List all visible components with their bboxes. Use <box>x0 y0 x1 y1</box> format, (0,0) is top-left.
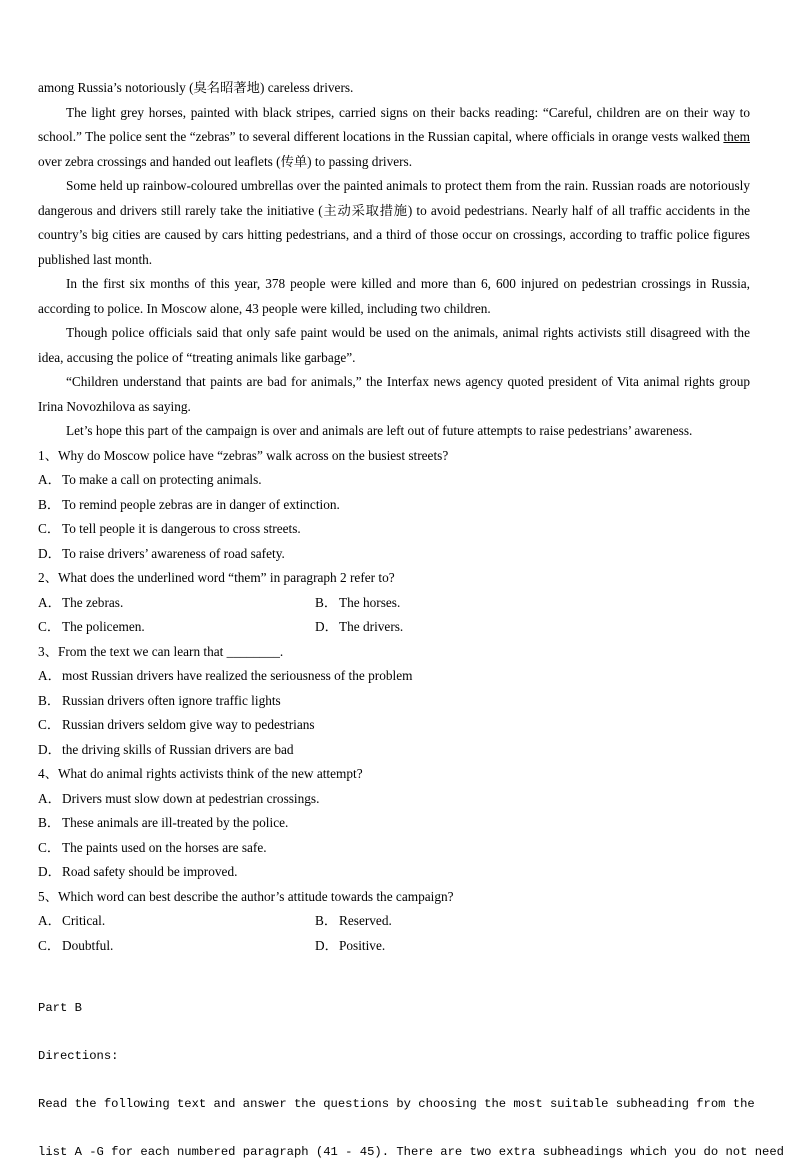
option-d[interactable] <box>38 860 750 885</box>
option-text: Doubtful. <box>62 937 114 953</box>
part-b-title: Part B <box>38 1001 82 1015</box>
option-d[interactable] <box>315 934 592 959</box>
option-b[interactable] <box>38 493 750 518</box>
option-letter: C． <box>38 717 61 732</box>
passage-paragraph-5: “Children understand that paints are bad for animals,” the Interfax news agency quoted president of Vita animal rights group Irina Novozhilova as saying. <box>38 374 750 414</box>
option-d[interactable] <box>38 542 750 567</box>
option-row <box>38 591 750 616</box>
question-stem: 2、What does the underlined word “them” in paragraph 2 refer to? <box>38 570 395 585</box>
option-letter: C． <box>38 619 61 634</box>
option-row <box>38 934 750 959</box>
passage-paragraph-3: In the first six months of this year, 378 people were killed and more than 6, 600 injured on pedestrian crossings in Russia, according to police. In Moscow alone, 43 people were killed, including two children. <box>38 276 750 316</box>
option-text: These animals are ill-treated by the police. <box>62 815 289 830</box>
option-row <box>38 909 750 934</box>
option-d[interactable] <box>38 738 750 763</box>
option-c[interactable] <box>38 615 315 640</box>
underlined-word-them: them <box>723 129 750 144</box>
question-stem: 3、From the text we can learn that ________. <box>38 643 284 659</box>
question-2 <box>38 566 750 640</box>
option-b[interactable] <box>38 689 750 714</box>
option-letter: A． <box>38 668 61 683</box>
question-5 <box>38 885 750 959</box>
option-a[interactable] <box>38 909 315 934</box>
option-text: Russian drivers seldom give way to pedestrians <box>62 717 315 732</box>
option-text: To remind people zebras are in danger of extinction. <box>62 496 340 512</box>
option-text: Russian drivers often ignore traffic lights <box>62 692 281 708</box>
option-a[interactable] <box>38 591 315 616</box>
question-stem: 5、Which word can best describe the author’s attitude towards the campaign? <box>38 888 454 904</box>
option-letter: B． <box>315 913 338 928</box>
option-text: the driving skills of Russian drivers are bad <box>62 741 294 757</box>
passage-paragraph-1-text-a: The light grey horses, painted with black stripes, carried signs on their backs reading: “Careful, children are on their way to school.” The police sent the “zebras” to several different locations in the Russian capital, where officials in orange vests walked <box>38 104 750 144</box>
directions-text-line-2: list A -G for each numbered paragraph (41 - 45). There are two extra subheadings which you do not need <box>38 1145 784 1159</box>
option-letter: C． <box>38 521 61 536</box>
option-c[interactable] <box>38 836 750 861</box>
option-a[interactable] <box>38 664 750 689</box>
passage-paragraph-2: Some held up rainbow-coloured umbrellas over the painted animals to protect them from the rain. Russian roads are notoriously dangerous and drivers still rarely take the initiative (主动采取措施) to avoid pedestrians. Nearly half of all traffic accidents in the country’s big cities are caused by cars hitting pedestrians, and a third of those occur on crossings, according to traffic police figures published last month. <box>38 178 750 267</box>
passage-paragraph-0: among Russia’s notoriously (臭名昭著地) careless drivers. <box>38 80 354 95</box>
option-letter: A． <box>38 913 61 928</box>
option-letter: D． <box>315 619 338 634</box>
option-text: The drivers. <box>339 619 404 634</box>
option-b[interactable] <box>38 811 750 836</box>
option-letter: C． <box>38 839 61 855</box>
reading-passage-page <box>38 76 750 958</box>
directions-text-line-1: Read the following text and answer the questions by choosing the most suitable subheading from the <box>38 1097 755 1111</box>
option-letter: D． <box>38 545 61 561</box>
option-letter: D． <box>38 864 61 879</box>
option-c[interactable] <box>38 713 750 738</box>
option-b[interactable] <box>315 909 592 934</box>
option-letter: D． <box>315 937 338 953</box>
option-text: The policemen. <box>62 619 145 634</box>
option-b[interactable] <box>315 591 592 616</box>
question-stem: 4、What do animal rights activists think of the new attempt? <box>38 766 363 781</box>
question-4 <box>38 762 750 885</box>
option-letter: B． <box>38 815 61 830</box>
option-letter: D． <box>38 741 61 757</box>
option-letter: A． <box>38 790 61 806</box>
option-text: The paints used on the horses are safe. <box>62 839 267 855</box>
option-letter: B． <box>38 692 61 708</box>
option-text: To tell people it is dangerous to cross streets. <box>62 521 301 536</box>
option-letter: B． <box>38 496 61 512</box>
option-text: The zebras. <box>62 594 124 610</box>
option-text: most Russian drivers have realized the seriousness of the problem <box>62 668 413 683</box>
directions-label: Directions: <box>38 1049 119 1063</box>
option-a[interactable] <box>38 468 750 493</box>
passage-paragraph-1 <box>38 101 750 175</box>
passage-paragraph-6: Let’s hope this part of the campaign is over and animals are left out of future attempts to raise pedestrians’ awareness. <box>66 423 693 438</box>
option-letter: A． <box>38 472 61 487</box>
option-text: Reserved. <box>339 913 392 928</box>
question-stem: 1、Why do Moscow police have “zebras” walk across on the busiest streets? <box>38 447 449 463</box>
question-3 <box>38 640 750 763</box>
option-text: Drivers must slow down at pedestrian crossings. <box>62 790 320 806</box>
question-1 <box>38 444 750 567</box>
option-d[interactable] <box>315 615 592 640</box>
option-text: Positive. <box>339 937 386 953</box>
option-row <box>38 615 750 640</box>
option-letter: A． <box>38 594 61 610</box>
option-text: Critical. <box>62 913 106 928</box>
passage-paragraph-1-text-b: over zebra crossings and handed out leaflets (传单) to passing drivers. <box>38 153 413 169</box>
option-text: The horses. <box>339 594 401 610</box>
option-letter: B． <box>315 594 338 610</box>
option-text: Road safety should be improved. <box>62 864 238 879</box>
part-b-section <box>38 968 784 1176</box>
option-a[interactable] <box>38 787 750 812</box>
option-c[interactable] <box>38 934 315 959</box>
passage-paragraph-4: Though police officials said that only safe paint would be used on the animals, animal rights activists still disagreed with the idea, accusing the police of “treating animals like garbage”. <box>38 325 750 365</box>
option-text: To make a call on protecting animals. <box>62 472 262 487</box>
option-letter: C． <box>38 937 61 953</box>
option-c[interactable] <box>38 517 750 542</box>
option-text: To raise drivers’ awareness of road safety. <box>62 545 285 561</box>
